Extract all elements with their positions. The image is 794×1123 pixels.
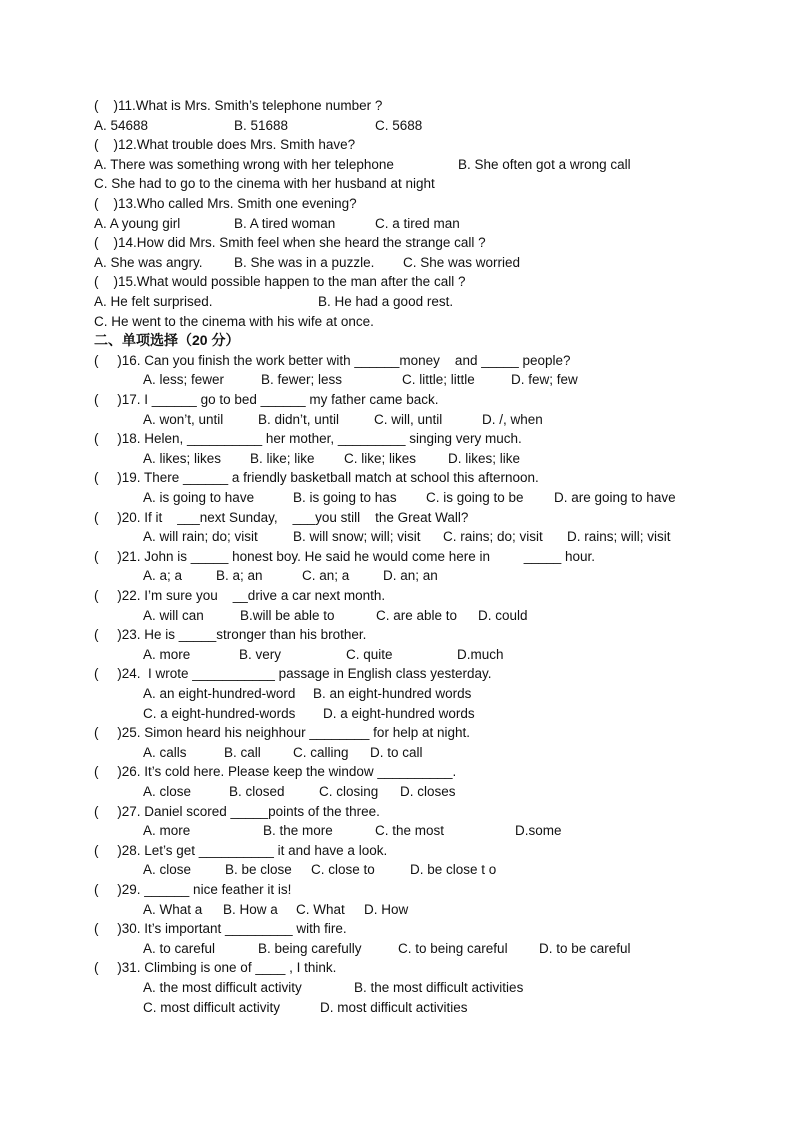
option-text: A. a; a bbox=[143, 568, 183, 584]
question-line: ( )22. I’m sure you __drive a car next month. bbox=[94, 588, 386, 603]
option-text: A. will rain; do; visit bbox=[143, 529, 258, 545]
option-text: C. She was worried bbox=[403, 254, 521, 270]
option-text: B. the most difficult activities bbox=[354, 980, 524, 995]
option-text: A. close bbox=[143, 784, 192, 799]
option-text: A. won’t, until bbox=[143, 411, 224, 427]
option-text: B. closed bbox=[229, 784, 285, 799]
option-text: B. A tired woman bbox=[234, 215, 336, 231]
question-line: ( )18. Helen, __________ her mother, _________ singing very much. bbox=[94, 431, 522, 447]
option-text: B. like; like bbox=[250, 450, 315, 466]
option-text: B. He had a good rest. bbox=[318, 294, 454, 309]
question-line: ( )16. Can you finish the work better with ______money and _____ people? bbox=[94, 352, 571, 368]
option-text: B.will be able to bbox=[240, 607, 335, 623]
option-text: D. be close t o bbox=[410, 862, 497, 878]
question-line: ( )28. Let’s get __________ it and have a look. bbox=[94, 842, 388, 858]
option-text: C. He went to the cinema with his wife at once. bbox=[94, 313, 374, 329]
option-text: C. to being careful bbox=[398, 940, 508, 956]
question-line: ( )11.What is Mrs. Smith’s telephone number ? bbox=[94, 98, 383, 113]
option-text: A. A young girl bbox=[94, 215, 181, 231]
option-text: C. close to bbox=[311, 862, 375, 878]
option-text: B. She was in a puzzle. bbox=[234, 254, 375, 270]
option-text: A. an eight-hundred-word bbox=[143, 686, 296, 701]
section-title: 二、单项选择（20 分） bbox=[94, 332, 240, 349]
option-text: C. a tired man bbox=[375, 215, 460, 231]
option-text: B. being carefully bbox=[258, 940, 362, 956]
option-text: C. an; a bbox=[302, 568, 350, 584]
question-line: ( )20. If it ___next Sunday, ___you still the Great Wall? bbox=[94, 509, 469, 525]
option-text: D. could bbox=[478, 607, 528, 623]
question-line: ( )24. I wrote ___________ passage in English class yesterday. bbox=[94, 666, 492, 682]
option-text: C. quite bbox=[346, 646, 393, 662]
option-text: C. closing bbox=[319, 784, 379, 799]
option-text: B. 51688 bbox=[234, 117, 289, 133]
option-text: A. more bbox=[143, 646, 191, 662]
option-text: A. He felt surprised. bbox=[94, 294, 213, 309]
question-line: ( )15.What would possible happen to the man after the call ? bbox=[94, 274, 466, 290]
option-text: B. How a bbox=[223, 901, 278, 917]
option-text: A. will can bbox=[143, 607, 204, 623]
option-text: B. She often got a wrong call bbox=[458, 156, 631, 172]
option-text: D. a eight-hundred words bbox=[323, 705, 475, 721]
option-text: B. be close bbox=[225, 862, 292, 878]
option-text: A. 54688 bbox=[94, 117, 149, 133]
option-text: D. How bbox=[364, 901, 409, 917]
option-text: C. She had to go to the cinema with her husband at night bbox=[94, 176, 435, 192]
option-text: D. an; an bbox=[383, 568, 438, 584]
option-text: B. an eight-hundred words bbox=[313, 686, 472, 701]
option-text: C. most difficult activity bbox=[143, 999, 281, 1015]
option-text: B. will snow; will; visit bbox=[293, 529, 421, 545]
option-text: C. the most bbox=[375, 823, 445, 839]
option-text: B. a; an bbox=[216, 568, 263, 584]
question-line: ( )25. Simon heard his neighhour ________ for help at night. bbox=[94, 725, 470, 741]
option-text: A. close bbox=[143, 862, 192, 878]
option-text: A. less; fewer bbox=[143, 372, 225, 388]
option-text: D. most difficult activities bbox=[320, 999, 468, 1015]
option-text: A. What a bbox=[143, 901, 203, 917]
question-line: ( )27. Daniel scored _____points of the three. bbox=[94, 803, 380, 819]
option-text: C. rains; do; visit bbox=[443, 529, 543, 545]
question-line: ( )23. He is _____stronger than his brother. bbox=[94, 627, 367, 643]
option-text: B. fewer; less bbox=[261, 372, 343, 388]
option-text: A. calls bbox=[143, 744, 187, 760]
option-text: D.some bbox=[515, 823, 562, 839]
question-line: ( )14.How did Mrs. Smith feel when she heard the strange call ? bbox=[94, 235, 486, 251]
option-text: C. are able to bbox=[376, 607, 458, 623]
option-text: C. What bbox=[296, 901, 345, 917]
question-line: ( )31. Climbing is one of ____ , I think. bbox=[94, 960, 337, 976]
question-line: ( )29. ______ nice feather it is! bbox=[94, 882, 292, 897]
question-line: ( )26. It’s cold here. Please keep the window __________. bbox=[94, 764, 457, 780]
option-text: D.much bbox=[457, 646, 504, 662]
option-text: D. to be careful bbox=[539, 940, 631, 956]
option-text: A. to careful bbox=[143, 940, 216, 956]
question-line: ( )17. I ______ go to bed ______ my father came back. bbox=[94, 392, 439, 407]
option-text: A. She was angry. bbox=[94, 254, 203, 270]
option-text: A. is going to have bbox=[143, 490, 255, 505]
option-text: D. likes; like bbox=[448, 450, 521, 466]
option-text: D. few; few bbox=[511, 372, 578, 388]
question-line: ( )19. There ______ a friendly basketball match at school this afternoon. bbox=[94, 470, 539, 486]
option-text: B. call bbox=[224, 744, 261, 760]
option-text: B. is going to has bbox=[293, 490, 397, 505]
option-text: A. There was something wrong with her telephone bbox=[94, 156, 394, 172]
option-text: C. is going to be bbox=[426, 490, 524, 505]
option-text: D. /, when bbox=[482, 411, 543, 427]
question-line: ( )12.What trouble does Mrs. Smith have? bbox=[94, 137, 356, 153]
option-text: A. more bbox=[143, 823, 191, 839]
question-line: ( )13.Who called Mrs. Smith one evening? bbox=[94, 196, 357, 211]
option-text: D. rains; will; visit bbox=[567, 529, 671, 545]
option-text: A. the most difficult activity bbox=[143, 980, 302, 995]
option-text: B. didn’t, until bbox=[258, 411, 340, 427]
option-text: A. likes; likes bbox=[143, 450, 222, 466]
option-text: C. a eight-hundred-words bbox=[143, 705, 296, 721]
option-text: C. little; little bbox=[402, 372, 475, 388]
option-text: C. calling bbox=[293, 744, 349, 760]
option-text: C. will, until bbox=[374, 411, 443, 427]
question-line: ( )21. John is _____ honest boy. He said he would come here in _____ hour. bbox=[94, 548, 596, 564]
option-text: C. like; likes bbox=[344, 450, 417, 466]
option-text: B. very bbox=[239, 646, 282, 662]
option-text: D. closes bbox=[400, 784, 456, 799]
question-line: ( )30. It’s important _________ with fire. bbox=[94, 921, 347, 937]
option-text: D. are going to have bbox=[554, 490, 676, 505]
option-text: D. to call bbox=[370, 744, 423, 760]
option-text: B. the more bbox=[263, 823, 333, 839]
option-text: C. 5688 bbox=[375, 117, 423, 133]
